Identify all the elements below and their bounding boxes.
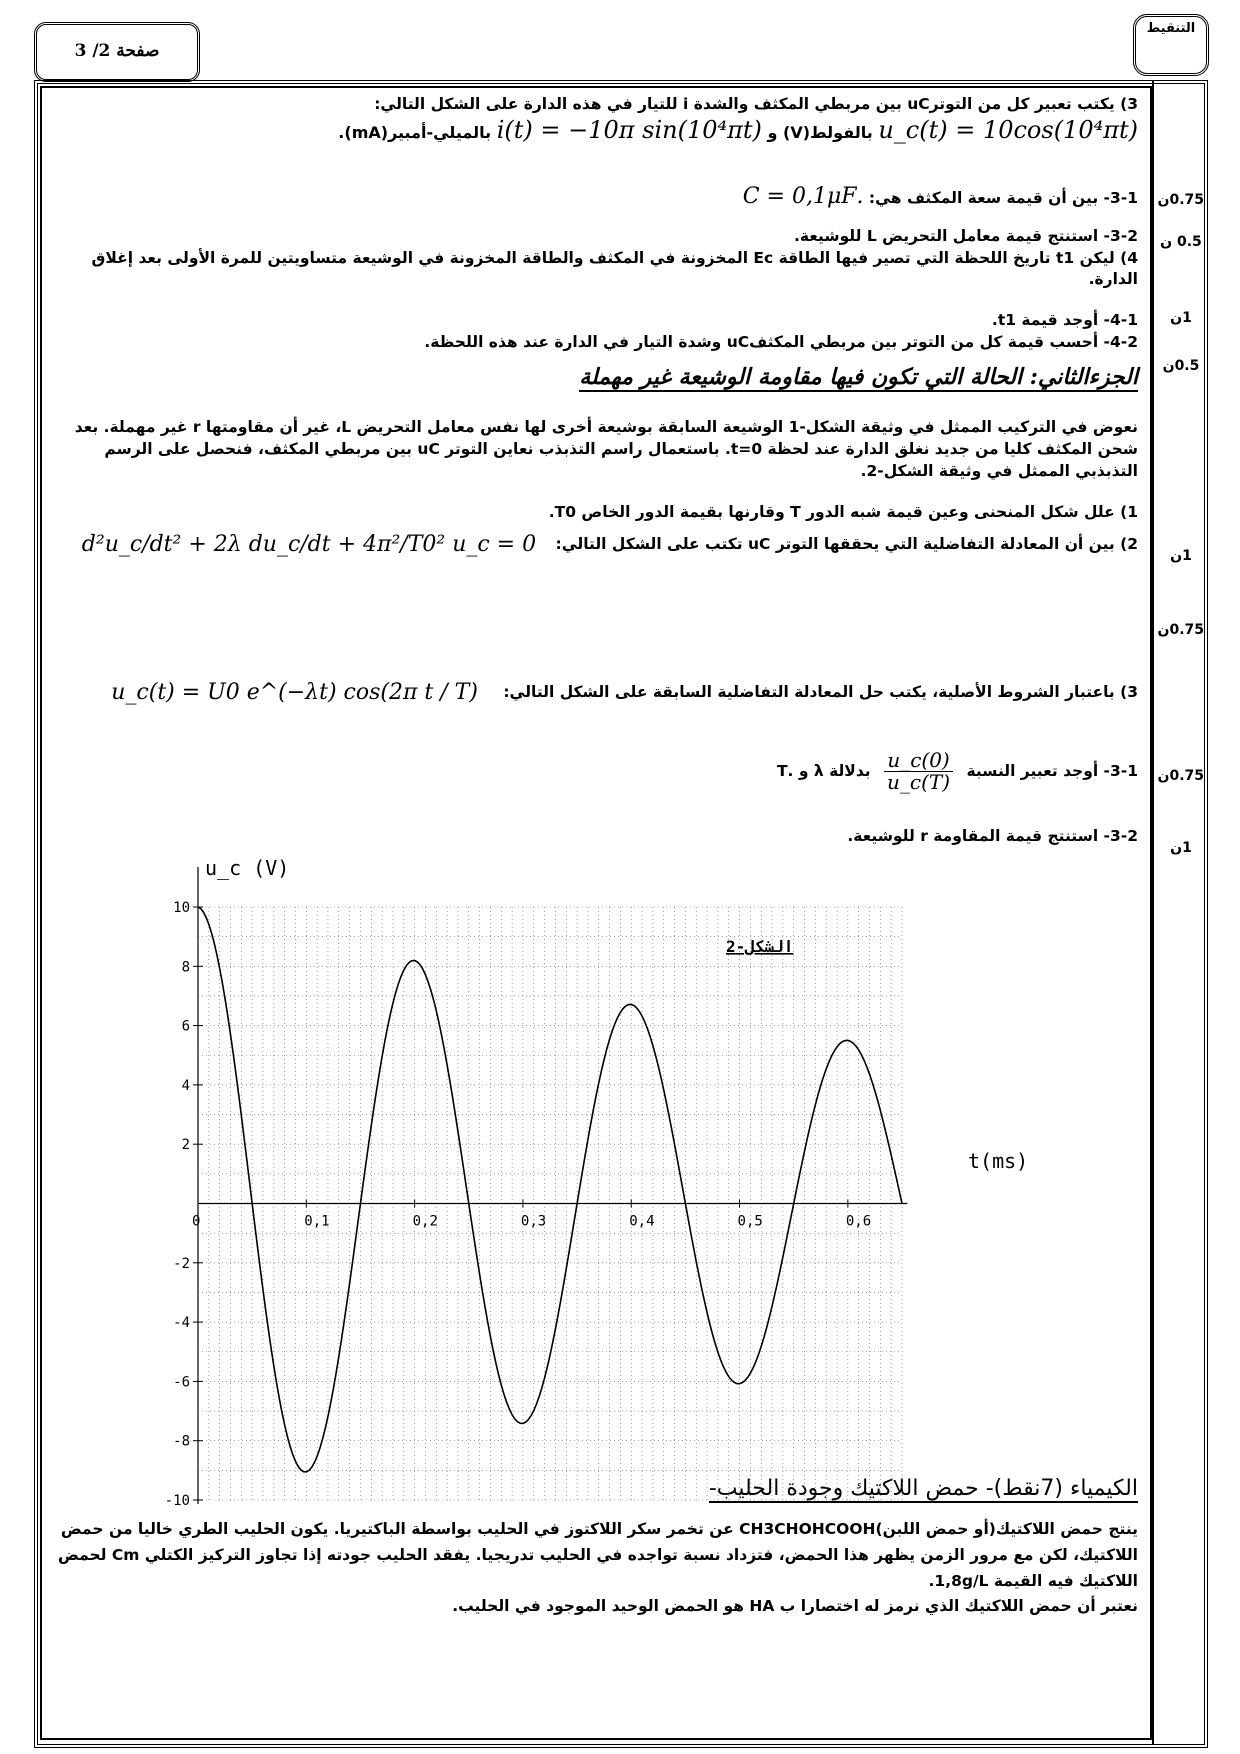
score-3-1: 0.75ن: [1157, 192, 1204, 208]
part2-q3-1-text: 3-1- أوجد تعبير النسبة: [966, 762, 1138, 780]
score-column-divider: [1152, 80, 1154, 1744]
x-tick-label: 0,2: [412, 1213, 438, 1230]
y-tick-label: 8: [181, 959, 190, 976]
y-tick-label: -2: [173, 1255, 190, 1272]
y-tick-label: -4: [173, 1315, 190, 1332]
part2-q2-text: 2) بين أن المعادلة التفاضلية التي يحققها التوتر uC تكتب على الشكل التالي:: [555, 535, 1138, 553]
score-p2-q2: 0.75ن: [1157, 622, 1204, 638]
score-p2-q1: 1ن: [1170, 548, 1192, 564]
chart-ylabel: u_c (V): [205, 856, 290, 880]
ratio-numerator: u_c(0): [884, 750, 953, 772]
uc-equation: u_c(t) = 10cos(10⁴πt): [878, 116, 1138, 144]
q4: 4) ليكن t1 تاريخ اللحظة التي تصير فيها الطاقة Ec المخزونة في المكثف والطاقة المخزونة في الوشيعة متساويتين للمرة الأولى بعد إغلاق الدارة.: [91, 249, 1138, 288]
x-tick-label: 0,5: [737, 1213, 763, 1230]
score-4-1: 1ن: [1170, 310, 1192, 326]
part2-q1: 1) علل شكل المنحنى وعين قيمة شبه الدور T وقارنها بقيمة الدور الخاص T0.: [548, 503, 1138, 521]
part2-intro: نعوض في التركيب الممثل في وثيقة الشكل-1 الوشيعة السابقة بوشيعة أخرى لها نفس معامل التحريض L، غير أن مقاومتها r غير مهملة. بعد شحن المكثف كليا من جديد نغلق الدارة عند لحظة t=0. باستعمال راسم التذبذب نعاين التوتر uC بين مربطي المكثف، فنحصل على الرسم التذبذبي الممثل في وثيقة الشكل-2.: [74, 418, 1138, 480]
i-equation: i(t) = −10π sin(10⁴πt): [496, 116, 762, 144]
x-tick-label: 0,4: [629, 1213, 655, 1230]
q3-text: 3) يكتب تعبير كل من التوترuC بين مربطي المكثف والشدة i للتيار في هذه الدارة على الشكل التالي:: [374, 95, 1138, 113]
part2-q3-1-tail: بدلالة λ و .T: [776, 762, 871, 780]
y-tick-label: 2: [181, 1137, 190, 1154]
y-tick-label: -6: [173, 1374, 190, 1391]
q4-2: 4-2- أحسب قيمة كل من التوتر بين مربطي المكثفuC وشدة التيار في الدارة عند هذه اللحظة.: [424, 333, 1138, 351]
y-tick-label: -10: [164, 1493, 190, 1509]
ratio-fraction: [884, 750, 953, 793]
q3-1: [743, 186, 1138, 209]
solution-equation: u_c(t) = U0 e^(−λt) cos(2π t / T): [111, 680, 478, 705]
score-p2-3-2: 1ن: [1170, 840, 1192, 856]
part2-q3: [48, 682, 1138, 703]
x-tick-label: 0,3: [520, 1213, 547, 1230]
grading-header: التنقيط: [1133, 14, 1209, 76]
q3-1-text: 3-1- بين أن قيمة سعة المكثف هي:: [868, 189, 1138, 207]
ratio-denominator: u_c(T): [887, 770, 951, 794]
chemistry-paragraph-1: ينتج حمض اللاكتيك(أو حمض اللبن)CH3CHOHCOOH عن تخمر سكر اللاكتوز في الحليب بواسطة الباكتيريا. يكون الحليب الطري خاليا من حمض اللاكتيك، لكن مع مرور الزمن يظهر هذا الحمض، فتزداد نسبة تواجده في الحليب تدريجيا. يفقد الحليب جودته إذا تجاوز التركيز الكتلي Cm لحمض اللاكتيك فيه القيمة 1,8g/L.: [57, 1520, 1138, 1590]
uc-unit: بالفولط(V) و: [767, 123, 873, 142]
score-4-2: 0.5ن: [1162, 358, 1200, 374]
y-tick-label: 6: [181, 1018, 190, 1035]
score-3-2: 0.5 ن: [1160, 234, 1202, 250]
chemistry-title-points: (7نقط)-: [985, 1476, 1063, 1501]
part2-title: الجزءالثاني: الحالة التي تكون فيها مقاومة الوشيعة غير مهملة: [579, 364, 1138, 390]
i-unit: بالميلي-أمبير(mA).: [338, 123, 492, 142]
exam-content: [38, 88, 1146, 1736]
part2-q3-1: [777, 750, 1138, 793]
x-tick-label: 0,1: [304, 1213, 330, 1230]
chart-title: الشكل-2: [726, 937, 794, 956]
y-tick-label: 4: [181, 1077, 190, 1094]
y-tick-label: 10: [173, 900, 190, 916]
q3-2: 3-2- استنتج قيمة معامل التحريض L للوشيعة.: [793, 227, 1138, 245]
x-tick-label: 0,6: [845, 1213, 872, 1230]
differential-equation: d²u_c/dt² + 2λ du_c/dt + 4π²/T0² u_c = 0: [81, 532, 537, 557]
part2-q2: [48, 534, 1138, 555]
x-tick-label: 0: [192, 1213, 201, 1230]
q4-1: 4-1- أوجد قيمة t1.: [991, 311, 1138, 329]
chemistry-title-main: الكيمياء: [1069, 1476, 1138, 1501]
score-p2-3-1: 0.75ن: [1157, 768, 1204, 784]
chemistry-title: [709, 1476, 1138, 1503]
q3-equations: [58, 116, 1138, 144]
chemistry-title-sub: حمض اللاكتيك وجودة الحليب-: [708, 1476, 979, 1501]
y-tick-label: -8: [173, 1433, 190, 1450]
chart-xlabel: t(ms): [968, 1149, 1029, 1173]
page-number: صفحة 2/ 3: [34, 22, 200, 82]
part2-q3-2: 3-2- استنتج قيمة المقاومة r للوشيعة.: [847, 827, 1138, 845]
chemistry-paragraph-2: نعتبر أن حمض اللاكتيك الذي نرمز له اختصارا ب HA هو الحمض الوحيد الموجود في الحليب.: [452, 1597, 1138, 1615]
part2-q3-text: 3) باعتبار الشروط الأصلية، يكتب حل المعادلة التفاضلية السابقة على الشكل التالي:: [503, 683, 1138, 701]
capacitance-value: .C = 0,1μF: [742, 184, 864, 209]
